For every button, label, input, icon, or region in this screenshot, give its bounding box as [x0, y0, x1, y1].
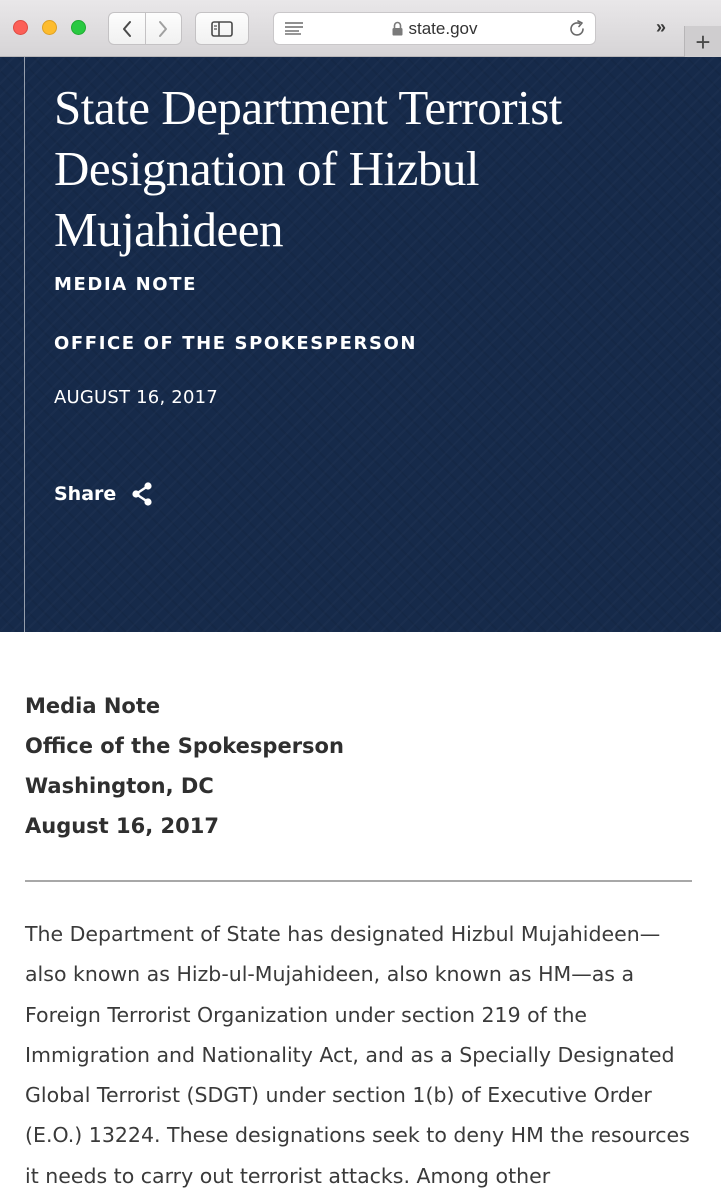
- reload-icon[interactable]: [568, 20, 586, 38]
- article-date: AUGUST 16, 2017: [54, 387, 218, 408]
- close-window-button[interactable]: [13, 20, 28, 35]
- content-divider: [25, 880, 692, 882]
- chevron-right-icon: [157, 20, 169, 38]
- forward-button[interactable]: [145, 13, 181, 44]
- meta-location: Washington, DC: [25, 774, 214, 798]
- hero-left-rule: [24, 57, 25, 632]
- back-button[interactable]: [109, 13, 145, 44]
- article-meta: [25, 686, 344, 846]
- article-hero: [0, 57, 721, 632]
- url-text: state.gov: [408, 18, 478, 38]
- share-button[interactable]: [54, 481, 154, 507]
- chevron-left-icon: [121, 20, 133, 38]
- share-icon: [130, 481, 154, 507]
- article-body-paragraph: The Department of State has designated Hizbul Mujahideen— also known as Hizb-ul-Mujahideen, also known as HM—as a Foreign Terrorist Organization under section 219 of the Immigration and Nationality Act, and as a Specially Designated Global Terrorist (SDGT) under section 1(b) of Executive Order (E.O.) 13224. These designations seek to deny HM the resources it needs to carry out terrorist attacks. Among other: [25, 922, 690, 1188]
- page-title: State Department Terrorist Designation of Hizbul Mujahideen: [54, 80, 562, 257]
- double-chevron-right-icon[interactable]: ››: [656, 17, 664, 37]
- share-label: Share: [54, 483, 117, 505]
- address-bar[interactable]: [273, 12, 596, 45]
- navigation-buttons: [108, 12, 182, 45]
- meta-type: Media Note: [25, 694, 161, 718]
- minimize-window-button[interactable]: [42, 20, 57, 35]
- browser-toolbar: [0, 0, 721, 57]
- sidebar-icon: [211, 21, 233, 37]
- new-tab-button[interactable]: [684, 26, 721, 57]
- sidebar-toggle-button[interactable]: [195, 12, 249, 45]
- zoom-window-button[interactable]: [71, 20, 86, 35]
- meta-date: August 16, 2017: [25, 814, 219, 838]
- url-display: [274, 13, 595, 44]
- article-type-label: MEDIA NOTE: [54, 274, 197, 295]
- lock-icon: [392, 21, 403, 36]
- meta-office: Office of the Spokesperson: [25, 734, 344, 758]
- article-office-label: OFFICE OF THE SPOKESPERSON: [54, 333, 418, 354]
- plus-icon: +: [695, 26, 711, 57]
